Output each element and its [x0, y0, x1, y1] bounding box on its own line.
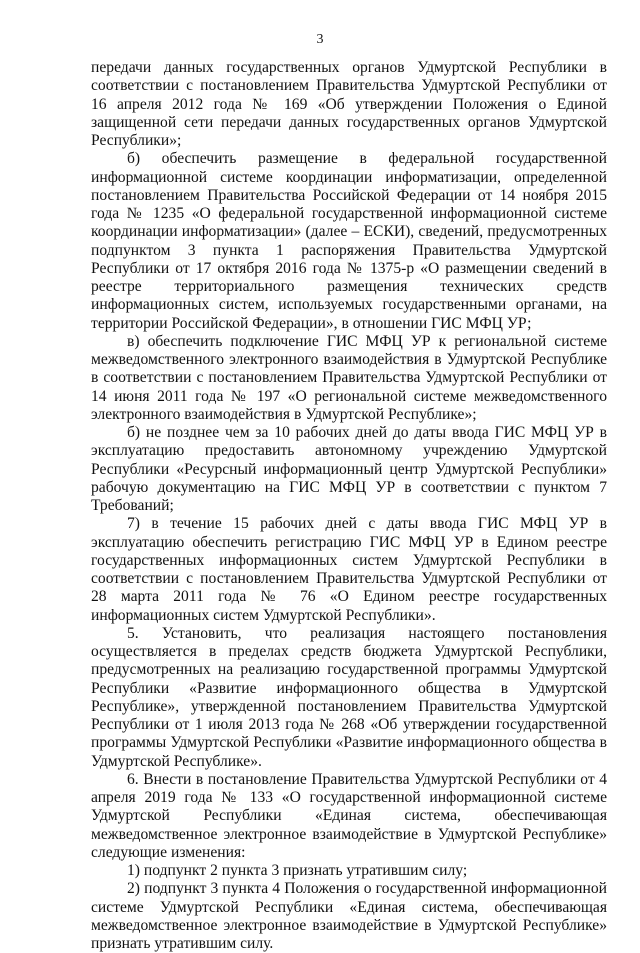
paragraph-item-b: б) обеспечить размещение в федеральной государственной информационной системе координации информатизации, определенной постановлением Правительства Российской Федерации от 14 ноября 2015 года № 1235 «О федеральной государственной информационной системе координации информатизации» (далее – ЕСКИ), сведений, предусмотренных подпунктом 3 пункта 1 распоряжения Правительства Удмуртской Республики от 17 октября 2016 года № 1375-р «О размещении сведений в реестре территориального размещения технических средств информационных систем, используемых государственными органами, на территории Российской Федерации», в отношении ГИС МФЦ УР;	[91, 150, 607, 332]
paragraph-item-6: б) не позднее чем за 10 рабочих дней до даты ввода ГИС МФЦ УР в эксплуатацию предоставить автономному учреждению Удмуртской Республики «Ресурсный информационный центр Удмуртской Республики» рабочую документацию на ГИС МФЦ УР в соответствии с пунктом 7 Требований;	[91, 424, 607, 514]
paragraph-section-5: 5. Установить, что реализация настоящего постановления осуществляется в пределах средств бюджета Удмуртской Республики, предусмотренных на реализацию государственной программы Удмуртской Республики «Развитие информационного общества в Удмуртской Республике», утвержденной постановлением Правительства Удмуртской Республики от 1 июля 2013 года № 268 «Об утверждении государственной программы Удмуртской Республики «Развитие информационного общества в Удмуртской Республике».	[91, 624, 607, 770]
paragraph-item-v: в) обеспечить подключение ГИС МФЦ УР к региональной системе межведомственного электронного взаимодействия в Удмуртской Республике в соответствии с постановлением Правительства Удмуртской Республики от 14 июня 2011 года № 197 «О региональной системе межведомственного электронного взаимодействия в Удмуртской Республике»;	[91, 332, 607, 423]
paragraph-subitem-2: 2) подпункт 3 пункта 4 Положения о государственной информационной системе Удмуртской Республики «Единая система, обеспечивающая межведомственное электронное взаимодействие в Удмуртской Республике» признать утратившим силу.	[91, 880, 607, 952]
document-body	[91, 59, 607, 953]
paragraph-item-7: 7) в течение 15 рабочих дней с даты ввода ГИС МФЦ УР в эксплуатацию обеспечить регистрацию ГИС МФЦ УР в Едином реестре государственных информационных систем Удмуртской Республики в соответствии с постановлением Правительства Удмуртской Республики от 28 марта 2011 года № 76 «О Едином реестре государственных информационных систем Удмуртской Республики».	[91, 515, 607, 624]
page-number: 3	[316, 32, 324, 47]
paragraph-subitem-1: 1) подпункт 2 пункта 3 признать утратившим силу;	[127, 862, 468, 879]
paragraph-continuation: передачи данных государственных органов Удмуртской Республики в соответствии с постановлением Правительства Удмуртской Республики от 16 апреля 2012 года № 169 «Об утверждении Положения о Единой защищенной сети передачи данных государственных органов Удмуртской Республики»;	[91, 59, 607, 149]
paragraph-section-6: 6. Внести в постановление Правительства Удмуртской Республики от 4 апреля 2019 года № 133 «О государственной информационной системе Удмуртской Республики «Единая система, обеспечивающая межведомственное электронное взаимодействие в Удмуртской Республике» следующие изменения:	[91, 770, 607, 861]
